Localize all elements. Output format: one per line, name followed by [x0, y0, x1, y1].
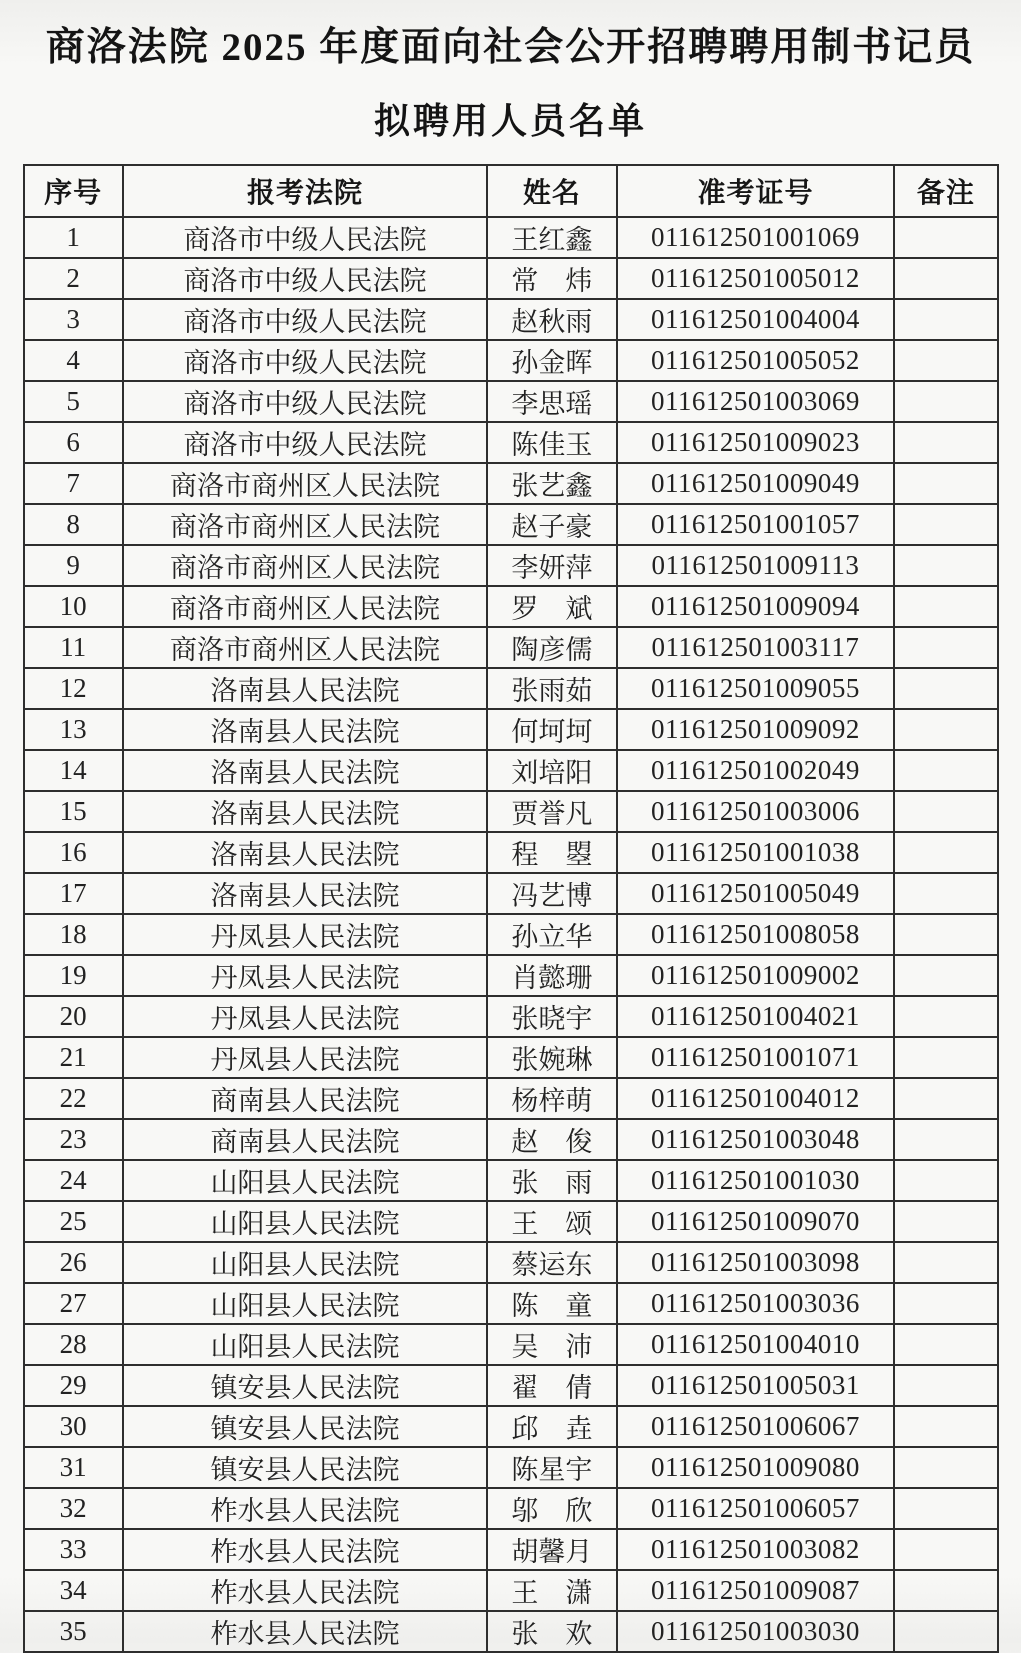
cell-court: 丹凤县人民法院 [123, 1037, 487, 1078]
cell-no: 13 [24, 709, 123, 750]
cell-court: 丹凤县人民法院 [123, 996, 487, 1037]
cell-remark [894, 217, 997, 258]
table-row [24, 996, 998, 1037]
cell-remark [894, 668, 997, 709]
cell-no: 24 [24, 1160, 123, 1201]
cell-name: 张雨茹 [487, 668, 617, 709]
cell-ticket: 011612501009049 [617, 463, 895, 504]
cell-ticket: 011612501003036 [617, 1283, 895, 1324]
table-row [24, 1283, 998, 1324]
table-row [24, 340, 998, 381]
cell-no: 33 [24, 1529, 123, 1570]
cell-remark [894, 709, 997, 750]
cell-no: 3 [24, 299, 123, 340]
table-row [24, 668, 998, 709]
cell-remark [894, 1242, 997, 1283]
cell-ticket: 011612501005031 [617, 1365, 895, 1406]
cell-name: 张 欢 [487, 1611, 617, 1652]
cell-court: 商洛市商州区人民法院 [123, 586, 487, 627]
cell-no: 2 [24, 258, 123, 299]
cell-name: 陶彦儒 [487, 627, 617, 668]
cell-ticket: 011612501001057 [617, 504, 895, 545]
col-header-no: 序号 [24, 165, 123, 217]
table-row [24, 873, 998, 914]
cell-court: 山阳县人民法院 [123, 1242, 487, 1283]
cell-remark [894, 1406, 997, 1447]
cell-no: 7 [24, 463, 123, 504]
table-row [24, 832, 998, 873]
cell-court: 柞水县人民法院 [123, 1529, 487, 1570]
cell-no: 1 [24, 217, 123, 258]
cell-name: 王 潇 [487, 1570, 617, 1611]
col-header-ticket: 准考证号 [617, 165, 895, 217]
cell-ticket: 011612501009070 [617, 1201, 895, 1242]
cell-ticket: 011612501009094 [617, 586, 895, 627]
cell-ticket: 011612501004010 [617, 1324, 895, 1365]
cell-remark [894, 832, 997, 873]
cell-court: 丹凤县人民法院 [123, 914, 487, 955]
cell-no: 23 [24, 1119, 123, 1160]
cell-court: 商南县人民法院 [123, 1078, 487, 1119]
cell-no: 17 [24, 873, 123, 914]
cell-name: 翟 倩 [487, 1365, 617, 1406]
cell-ticket: 011612501003069 [617, 381, 895, 422]
table-row [24, 627, 998, 668]
cell-ticket: 011612501009092 [617, 709, 895, 750]
cell-remark [894, 299, 997, 340]
cell-no: 21 [24, 1037, 123, 1078]
cell-court: 洛南县人民法院 [123, 873, 487, 914]
cell-ticket: 011612501004004 [617, 299, 895, 340]
cell-ticket: 011612501003098 [617, 1242, 895, 1283]
cell-court: 洛南县人民法院 [123, 709, 487, 750]
cell-remark [894, 1570, 997, 1611]
cell-court: 商洛市中级人民法院 [123, 258, 487, 299]
cell-court: 商洛市中级人民法院 [123, 299, 487, 340]
cell-no: 12 [24, 668, 123, 709]
table-row [24, 1406, 998, 1447]
table-header-row [24, 165, 998, 217]
cell-court: 洛南县人民法院 [123, 668, 487, 709]
cell-court: 山阳县人民法院 [123, 1201, 487, 1242]
cell-no: 9 [24, 545, 123, 586]
cell-name: 杨梓萌 [487, 1078, 617, 1119]
table-row [24, 1201, 998, 1242]
cell-remark [894, 1283, 997, 1324]
cell-name: 陈星宇 [487, 1447, 617, 1488]
cell-court: 柞水县人民法院 [123, 1488, 487, 1529]
table-row [24, 709, 998, 750]
page-title-line2: 拟聘用人员名单 [373, 100, 647, 141]
table-row [24, 299, 998, 340]
roster-table [23, 164, 999, 1653]
cell-no: 34 [24, 1570, 123, 1611]
cell-name: 程 曌 [487, 832, 617, 873]
cell-name: 王 颂 [487, 1201, 617, 1242]
cell-court: 商洛市商州区人民法院 [123, 504, 487, 545]
cell-remark [894, 750, 997, 791]
cell-remark [894, 258, 997, 299]
table-row [24, 1447, 998, 1488]
cell-no: 11 [24, 627, 123, 668]
cell-remark [894, 1324, 997, 1365]
cell-remark [894, 955, 997, 996]
cell-ticket: 011612501003030 [617, 1611, 895, 1652]
cell-remark [894, 873, 997, 914]
cell-ticket: 011612501008058 [617, 914, 895, 955]
cell-court: 镇安县人民法院 [123, 1447, 487, 1488]
cell-remark [894, 1119, 997, 1160]
cell-name: 何坷坷 [487, 709, 617, 750]
cell-ticket: 011612501003006 [617, 791, 895, 832]
table-row [24, 1242, 998, 1283]
cell-no: 8 [24, 504, 123, 545]
cell-remark [894, 1037, 997, 1078]
cell-name: 罗 斌 [487, 586, 617, 627]
cell-name: 邬 欣 [487, 1488, 617, 1529]
cell-ticket: 011612501005012 [617, 258, 895, 299]
table-row [24, 1078, 998, 1119]
table-row [24, 381, 998, 422]
page-title-line1: 商洛法院 2025 年度面向社会公开招聘聘用制书记员 [45, 26, 976, 69]
cell-no: 25 [24, 1201, 123, 1242]
table-row [24, 1529, 998, 1570]
cell-no: 20 [24, 996, 123, 1037]
cell-court: 山阳县人民法院 [123, 1160, 487, 1201]
cell-no: 15 [24, 791, 123, 832]
table-row [24, 750, 998, 791]
cell-name: 赵 俊 [487, 1119, 617, 1160]
table-row [24, 914, 998, 955]
cell-court: 商洛市商州区人民法院 [123, 463, 487, 504]
cell-name: 邱 垚 [487, 1406, 617, 1447]
cell-name: 李妍萍 [487, 545, 617, 586]
cell-remark [894, 914, 997, 955]
table-row [24, 1365, 998, 1406]
table-row [24, 791, 998, 832]
cell-remark [894, 996, 997, 1037]
cell-no: 27 [24, 1283, 123, 1324]
cell-remark [894, 422, 997, 463]
table-row [24, 258, 998, 299]
table-row [24, 1570, 998, 1611]
cell-name: 冯艺博 [487, 873, 617, 914]
cell-court: 镇安县人民法院 [123, 1365, 487, 1406]
table-row [24, 422, 998, 463]
cell-court: 洛南县人民法院 [123, 832, 487, 873]
cell-court: 镇安县人民法院 [123, 1406, 487, 1447]
table-row [24, 1611, 998, 1652]
cell-remark [894, 1611, 997, 1652]
cell-court: 商洛市商州区人民法院 [123, 545, 487, 586]
cell-name: 胡馨月 [487, 1529, 617, 1570]
cell-court: 山阳县人民法院 [123, 1324, 487, 1365]
cell-ticket: 011612501003082 [617, 1529, 895, 1570]
cell-remark [894, 1488, 997, 1529]
cell-ticket: 011612501001069 [617, 217, 895, 258]
cell-no: 6 [24, 422, 123, 463]
cell-name: 肖懿珊 [487, 955, 617, 996]
cell-name: 陈 童 [487, 1283, 617, 1324]
table-row [24, 217, 998, 258]
cell-remark [894, 1201, 997, 1242]
cell-name: 贾誉凡 [487, 791, 617, 832]
table-row [24, 1160, 998, 1201]
cell-no: 5 [24, 381, 123, 422]
cell-name: 王红鑫 [487, 217, 617, 258]
cell-name: 张艺鑫 [487, 463, 617, 504]
table-body [24, 217, 998, 1652]
cell-ticket: 011612501001071 [617, 1037, 895, 1078]
cell-no: 22 [24, 1078, 123, 1119]
cell-remark [894, 586, 997, 627]
table-row [24, 504, 998, 545]
cell-ticket: 011612501009023 [617, 422, 895, 463]
cell-court: 山阳县人民法院 [123, 1283, 487, 1324]
cell-no: 26 [24, 1242, 123, 1283]
cell-ticket: 011612501004012 [617, 1078, 895, 1119]
cell-ticket: 011612501003117 [617, 627, 895, 668]
cell-no: 19 [24, 955, 123, 996]
cell-remark [894, 1365, 997, 1406]
cell-remark [894, 1447, 997, 1488]
cell-name: 张 雨 [487, 1160, 617, 1201]
col-header-name: 姓名 [487, 165, 617, 217]
cell-name: 陈佳玉 [487, 422, 617, 463]
cell-ticket: 011612501006057 [617, 1488, 895, 1529]
cell-name: 李思瑶 [487, 381, 617, 422]
cell-ticket: 011612501009113 [617, 545, 895, 586]
cell-no: 32 [24, 1488, 123, 1529]
cell-remark [894, 791, 997, 832]
cell-court: 柞水县人民法院 [123, 1611, 487, 1652]
cell-court: 商南县人民法院 [123, 1119, 487, 1160]
cell-court: 洛南县人民法院 [123, 791, 487, 832]
cell-name: 孙立华 [487, 914, 617, 955]
table-row [24, 1324, 998, 1365]
cell-court: 柞水县人民法院 [123, 1570, 487, 1611]
cell-court: 商洛市中级人民法院 [123, 422, 487, 463]
cell-name: 刘培阳 [487, 750, 617, 791]
cell-no: 35 [24, 1611, 123, 1652]
cell-court: 丹凤县人民法院 [123, 955, 487, 996]
cell-ticket: 011612501009002 [617, 955, 895, 996]
cell-court: 商洛市商州区人民法院 [123, 627, 487, 668]
cell-no: 31 [24, 1447, 123, 1488]
cell-remark [894, 504, 997, 545]
cell-ticket: 011612501009080 [617, 1447, 895, 1488]
cell-name: 孙金晖 [487, 340, 617, 381]
cell-remark [894, 381, 997, 422]
cell-name: 张婉琳 [487, 1037, 617, 1078]
cell-name: 赵秋雨 [487, 299, 617, 340]
cell-name: 吴 沛 [487, 1324, 617, 1365]
cell-court: 商洛市中级人民法院 [123, 381, 487, 422]
cell-no: 14 [24, 750, 123, 791]
cell-remark [894, 545, 997, 586]
cell-ticket: 011612501005052 [617, 340, 895, 381]
cell-ticket: 011612501009055 [617, 668, 895, 709]
cell-name: 常 炜 [487, 258, 617, 299]
cell-remark [894, 340, 997, 381]
cell-no: 4 [24, 340, 123, 381]
cell-ticket: 011612501006067 [617, 1406, 895, 1447]
cell-ticket: 011612501002049 [617, 750, 895, 791]
cell-ticket: 011612501001030 [617, 1160, 895, 1201]
table-row [24, 545, 998, 586]
col-header-court: 报考法院 [123, 165, 487, 217]
cell-ticket: 011612501004021 [617, 996, 895, 1037]
cell-court: 商洛市中级人民法院 [123, 217, 487, 258]
cell-no: 18 [24, 914, 123, 955]
cell-court: 洛南县人民法院 [123, 750, 487, 791]
table-row [24, 586, 998, 627]
table-row [24, 463, 998, 504]
cell-court: 商洛市中级人民法院 [123, 340, 487, 381]
cell-ticket: 011612501005049 [617, 873, 895, 914]
col-header-remark: 备注 [894, 165, 997, 217]
cell-ticket: 011612501009087 [617, 1570, 895, 1611]
cell-no: 10 [24, 586, 123, 627]
table-row [24, 1037, 998, 1078]
cell-remark [894, 1529, 997, 1570]
cell-name: 蔡运东 [487, 1242, 617, 1283]
table-row [24, 1488, 998, 1529]
table-row [24, 955, 998, 996]
cell-no: 30 [24, 1406, 123, 1447]
cell-ticket: 011612501003048 [617, 1119, 895, 1160]
cell-name: 赵子豪 [487, 504, 617, 545]
cell-remark [894, 627, 997, 668]
cell-remark [894, 1160, 997, 1201]
cell-no: 16 [24, 832, 123, 873]
cell-ticket: 011612501001038 [617, 832, 895, 873]
cell-name: 张晓宇 [487, 996, 617, 1037]
cell-remark [894, 463, 997, 504]
cell-remark [894, 1078, 997, 1119]
table-row [24, 1119, 998, 1160]
cell-no: 29 [24, 1365, 123, 1406]
cell-no: 28 [24, 1324, 123, 1365]
